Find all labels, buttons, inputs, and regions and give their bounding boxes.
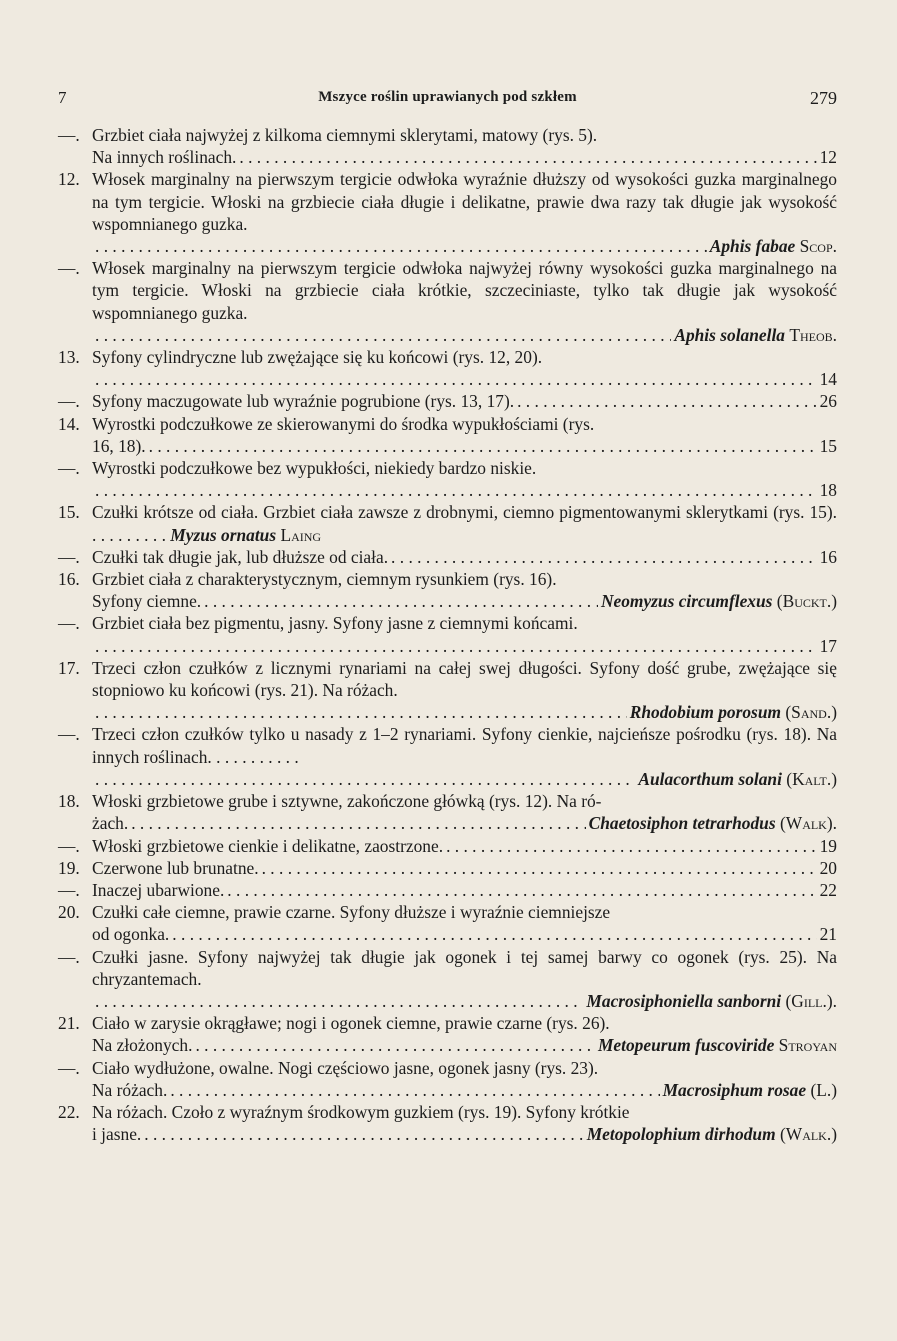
entry-leader-line — [92, 235, 837, 257]
leader-prefix: Na złożonych. — [92, 1035, 193, 1056]
leader-dots — [204, 590, 598, 612]
key-entry — [58, 657, 837, 724]
entry-result — [710, 235, 837, 257]
target-couplet-number: 12 — [819, 147, 837, 168]
entry-result — [820, 390, 837, 412]
entry-text: Na różach. Czoło z wyraźnym środkowym guzkiem (rys. 19). Syfony krótkie — [92, 1101, 630, 1122]
species-author: (Sand.) — [785, 702, 837, 723]
key-entry — [58, 723, 837, 790]
target-couplet-number: 22 — [819, 879, 837, 900]
entry-text: Syfony cylindryczne lub zwężające się ku końcowi (rys. 12, 20). — [92, 347, 543, 368]
species-author: (Walk.) — [779, 1124, 837, 1145]
entry-number: —. — [58, 613, 80, 634]
entry-leader-line — [92, 435, 837, 457]
key-entry — [58, 346, 837, 390]
target-couplet-number: 17 — [819, 635, 837, 656]
leader-prefix: Czerwone lub brunatne. — [92, 857, 259, 878]
entry-result — [820, 435, 837, 457]
entry-leader-line — [92, 835, 837, 857]
entry-leader-line — [92, 546, 837, 568]
entry-leader-line — [92, 590, 837, 612]
leader-prefix: Czułki tak długie jak, lub dłuższe od ciała. — [92, 546, 389, 567]
entry-leader-line — [92, 146, 837, 168]
leader-prefix: Na innych roślinach. — [92, 147, 237, 168]
entry-leader-line — [92, 1034, 837, 1056]
entry-number: 19. — [58, 857, 80, 878]
entry-leader-line — [92, 368, 837, 390]
species-author: (L.) — [810, 1079, 837, 1100]
leader-dots — [95, 990, 583, 1012]
entry-leader-line — [92, 1079, 837, 1101]
entry-leader-line — [92, 923, 837, 945]
leader-prefix: i jasne. — [92, 1124, 142, 1145]
entry-text: Włosek marginalny na pierwszym tergicie odwłoka wyraźnie dłuższy od wysokości guzka marginalnego na tym tergicie. Włoski na grzbiecie ciała długie i delikatne, prawie dwa razy tak długie jak wysokość wspomnianego guzka. — [92, 169, 837, 234]
entry-number: 21. — [58, 1013, 80, 1034]
entry-number: 22. — [58, 1101, 80, 1122]
species-author: (Gill.). — [785, 990, 837, 1011]
target-couplet-number: 14 — [819, 369, 837, 390]
entry-result — [820, 923, 837, 945]
key-entry — [58, 546, 837, 568]
key-entry — [58, 124, 837, 168]
entry-result — [820, 146, 837, 168]
target-couplet-number: 15 — [819, 435, 837, 456]
key-entry — [58, 879, 837, 901]
key-entry — [58, 1012, 837, 1056]
entry-result — [820, 857, 837, 879]
entry-number: —. — [58, 258, 80, 279]
leader-dots — [95, 324, 671, 346]
target-couplet-number: 26 — [819, 391, 837, 412]
page-header — [58, 88, 837, 112]
identification-key — [58, 124, 837, 1145]
leader-dots — [391, 546, 817, 568]
entry-number: 17. — [58, 657, 80, 678]
leader-dots — [262, 857, 817, 879]
key-entry — [58, 1057, 837, 1101]
entry-number: —. — [58, 458, 80, 479]
entry-text: Wyrostki podczułkowe ze skierowanymi do środka wypukłościami (rys. — [92, 413, 595, 434]
entry-number: 20. — [58, 902, 80, 923]
species-name: Aphis fabae — [709, 236, 796, 257]
leader-dots — [95, 368, 817, 390]
entry-leader-line — [92, 768, 837, 790]
species-author: Stroyan — [778, 1035, 837, 1056]
entry-leader-line — [92, 990, 837, 1012]
entry-result — [601, 590, 837, 612]
target-couplet-number: 21 — [819, 924, 837, 945]
leader-dots — [95, 235, 707, 257]
leader-dots — [149, 435, 817, 457]
key-entry — [58, 390, 837, 412]
key-entry — [58, 790, 837, 834]
entry-number: —. — [58, 546, 80, 567]
species-author: Theob. — [789, 324, 837, 345]
species-name: Metopeurum fuscoviride — [597, 1035, 775, 1056]
species-name: Aulacorthum solani — [638, 768, 782, 789]
leader-dots — [170, 1079, 659, 1101]
species-name: Myzus ornatus — [170, 524, 277, 545]
entry-leader-line — [92, 635, 837, 657]
leader-dots — [95, 635, 817, 657]
key-entry — [58, 413, 837, 457]
entry-leader-line — [92, 1123, 837, 1145]
key-entry: 15. Czułki krótsze od ciała. Grzbiet ciała zawsze z drobnymi, ciemno pigmentowanymi sklerytkami (rys. 15). . . . . . . . . . Myzus ornatus Laing — [58, 502, 837, 545]
leader-prefix: Syfony maczugowate lub wyraźnie pogrubione (rys. 13, 17). — [92, 391, 515, 412]
entry-text: Czułki jasne. Syfony najwyżej tak długie jak ogonek i tej samej barwy co ogonek (rys. 25). Na chryzantemach. — [92, 946, 837, 989]
entry-number: —. — [58, 724, 80, 745]
entry-result — [663, 1079, 837, 1101]
species-name: Aphis solanella — [674, 324, 785, 345]
key-entry — [58, 901, 837, 945]
entry-number: 12. — [58, 169, 80, 190]
entry-text: Grzbiet ciała najwyżej z kilkoma ciemnymi sklerytami, matowy (rys. 5). — [92, 125, 598, 145]
species-author: Laing — [280, 524, 322, 545]
entry-result — [820, 879, 837, 901]
species-name: Neomyzus circumflexus — [600, 591, 773, 612]
entry-number: —. — [58, 946, 80, 967]
key-entry — [58, 1101, 837, 1145]
entry-result — [820, 479, 837, 501]
entry-result — [820, 368, 837, 390]
entry-leader-line — [92, 479, 837, 501]
entry-leader-line — [92, 857, 837, 879]
entry-number: —. — [58, 879, 80, 900]
entry-text: Wyrostki podczułkowe bez wypukłości, niekiedy bardzo niskie. — [92, 458, 537, 479]
chapter-number: 7 — [58, 88, 67, 107]
entry-result — [598, 1034, 837, 1056]
entry-text: Trzeci człon czułków z licznymi rynariami na całej swej długości. Syfony dość grube, zwężające się stopniowo ku końcowi (rys. 21). Na różach. — [92, 657, 837, 701]
key-entry — [58, 168, 837, 257]
entry-result — [674, 324, 837, 346]
entry-leader-line — [92, 879, 837, 901]
entry-text: Włosek marginalny na pierwszym tergicie odwłoka najwyżej równy wysokości guzka marginalnego na tym tergicie. Włoski na grzbiecie ciała krótkie, szczeciniaste, tylko tak długie jak wysokość wspomnianego guzka. — [92, 258, 837, 323]
species-name: Macrosiphoniella sanborni — [586, 990, 782, 1011]
entry-result — [586, 990, 837, 1012]
entry-result — [589, 812, 837, 834]
leader-dots — [131, 812, 585, 834]
leader-dots — [239, 146, 816, 168]
leader-prefix: żach. — [92, 813, 129, 834]
species-author: (Kalt.) — [786, 768, 837, 789]
entry-leader-line — [92, 701, 837, 723]
leader-prefix: Inaczej ubarwione. — [92, 879, 225, 900]
leader-dots — [195, 1034, 595, 1056]
entry-number: 18. — [58, 791, 80, 812]
entry-text: Ciało wydłużone, owalne. Nogi częściowo jasne, ogonek jasny (rys. 23). — [92, 1057, 599, 1078]
species-author: (Buckt.) — [776, 591, 837, 612]
entry-leader-line — [92, 390, 837, 412]
target-couplet-number: 16 — [819, 546, 837, 567]
leader-dots — [227, 879, 816, 901]
key-entry — [58, 457, 837, 501]
species-name: Chaetosiphon tetrarhodus — [588, 813, 776, 834]
entry-result — [630, 701, 837, 723]
leader-prefix: od ogonka. — [92, 924, 170, 945]
leader-dots — [172, 923, 816, 945]
entry-leader-line — [92, 812, 837, 834]
page-number: 279 — [810, 88, 837, 108]
entry-result — [638, 768, 837, 790]
entry-number: 14. — [58, 413, 80, 434]
entry-text: Czułki krótsze od ciała. Grzbiet ciała zawsze z drobnymi, ciemno pigmentowanymi sklerytkami (rys. 15). — [92, 502, 837, 523]
entry-text: Czułki całe ciemne, prawie czarne. Syfony dłuższe i wyraźnie ciemniejsze — [92, 902, 611, 923]
leader-dots — [144, 1123, 583, 1145]
target-couplet-number: 18 — [819, 480, 837, 501]
entry-result — [587, 1123, 837, 1145]
leader-prefix: Na różach. — [92, 1079, 168, 1100]
entry-text: Trzeci człon czułków tylko u nasady z 1–2 rynariami. Syfony cienkie, najcieńsze pośrodku (rys. 18). Na innych roślinach. . . . . . . . . . . — [92, 724, 837, 767]
leader-prefix: 16, 18). — [92, 435, 146, 456]
entry-text: Ciało w zarysie okrągławe; nogi i ogonek ciemne, prawie czarne (rys. 26). — [92, 1013, 610, 1034]
leader-dots — [517, 390, 817, 412]
key-entry — [58, 946, 837, 1013]
entry-number: 15. — [58, 502, 80, 523]
entry-text: Włoski grzbietowe grube i sztywne, zakończone główką (rys. 12). Na ró- — [92, 791, 602, 812]
key-entry — [58, 857, 837, 879]
target-couplet-number: 20 — [819, 857, 837, 878]
leader-dots — [446, 835, 817, 857]
leader-prefix: Włoski grzbietowe cienkie i delikatne, zaostrzone. — [92, 835, 444, 856]
species-author: Scop. — [799, 236, 837, 257]
key-entry — [58, 257, 837, 346]
leader-dots — [95, 701, 627, 723]
entry-text: Grzbiet ciała z charakterystycznym, ciemnym rysunkiem (rys. 16). — [92, 569, 557, 590]
species-name: Macrosiphum rosae — [662, 1079, 807, 1100]
entry-result — [820, 835, 837, 857]
species-author: (Walk). — [779, 813, 837, 834]
species-name: Metopolophium dirhodum — [586, 1124, 776, 1145]
leader-dots — [95, 768, 635, 790]
species-name: Rhodobium porosum — [629, 702, 782, 723]
target-couplet-number: 19 — [819, 835, 837, 856]
entry-text: Grzbiet ciała bez pigmentu, jasny. Syfony jasne z ciemnymi końcami. — [92, 613, 578, 634]
entry-result — [820, 546, 837, 568]
key-entry — [58, 568, 837, 612]
entry-number: —. — [58, 1057, 80, 1078]
key-entry — [58, 835, 837, 857]
running-title: Mszyce roślin uprawianych pod szkłem — [318, 89, 577, 105]
leader-prefix: Syfony ciemne. — [92, 591, 202, 612]
entry-number: —. — [58, 835, 80, 856]
leader-dots — [95, 479, 817, 501]
entry-result — [820, 635, 837, 657]
entry-number: 13. — [58, 347, 80, 368]
entry-number: —. — [58, 391, 80, 412]
key-entry — [58, 612, 837, 656]
entry-leader-line — [92, 324, 837, 346]
entry-number: 16. — [58, 569, 80, 590]
entry-number: —. — [58, 125, 80, 145]
